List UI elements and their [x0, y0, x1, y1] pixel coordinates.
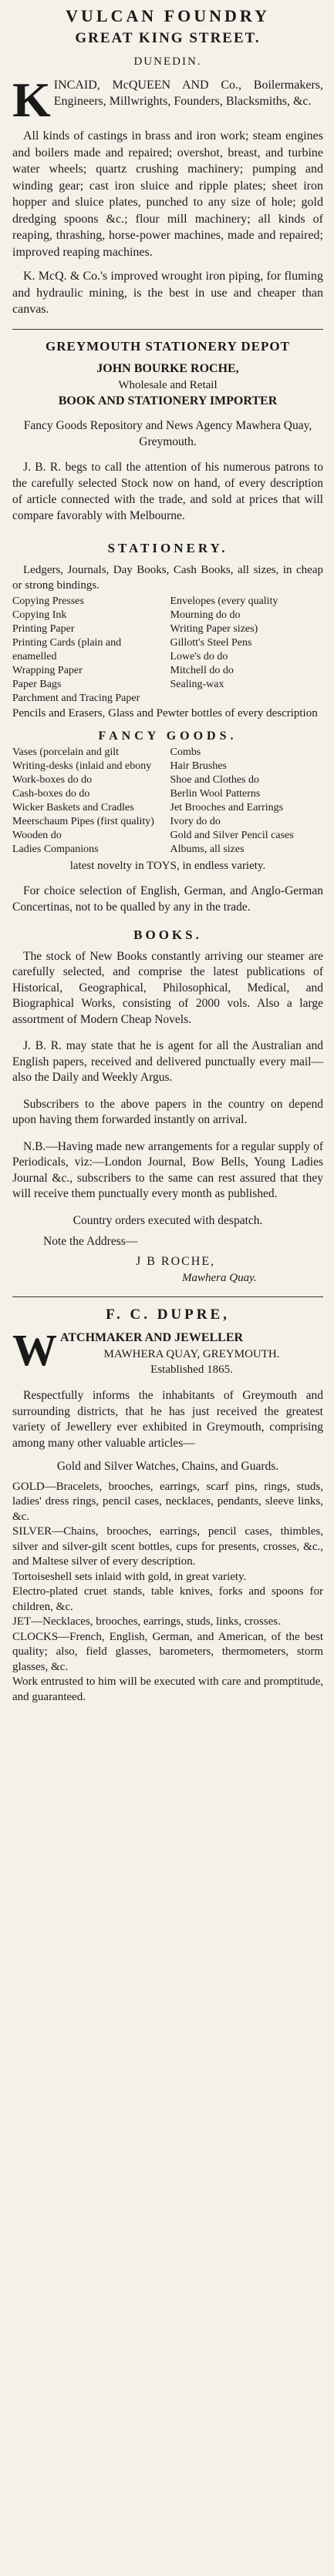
list-item: Copying Ink [12, 609, 67, 621]
list-item: Hair Brushes [170, 760, 227, 772]
signature-place: Mawhera Quay. [182, 1272, 257, 1284]
stationery-heading: STATIONERY. [107, 540, 228, 555]
list-item: Cash-boxes do do [12, 787, 90, 800]
books-nb-paragraph: N.B.—Having made new arrangements for a regular supply of Periodicals, viz:—London Journal, Bow Bells, Young Ladies Journal &c., subscribers to the same can rest assured that they will receive them punctually every month as published. [12, 1139, 323, 1200]
list-item: GOLD—Bracelets, brooches, earrings, scarf pins, rings, studs, ladies' dress rings, pencil cases, necklaces, pendants, sleeve links, &c. [12, 1480, 323, 1523]
concertinas-note: For choice selection of English, German, and Anglo-German Concertinas, not to be qualled by any in the trade. [12, 884, 323, 914]
list-item: SILVER—Chains, brooches, earrings, pencil cases, thimbles, silver and silver-gilt scent bottles, cups for presents, crosses, &c., and Maltese silver of every description. [12, 1525, 323, 1568]
list-item: Copying Presses [12, 595, 84, 607]
dupre-intro-line2: MAWHERA QUAY, GREYMOUTH. [103, 1348, 280, 1360]
list-item: Work entrusted to him will be executed with care and promptitude, and guaranteed. [12, 1675, 323, 1703]
dupre-title: F. C. DUPRE, [106, 1306, 230, 1323]
list-item: Ivory do do [170, 815, 221, 827]
list-item: Ladies Companions [12, 843, 99, 855]
stationery-lead: Ledgers, Journals, Day Books, Cash Books, all sizes, in cheap or strong bindings. [12, 563, 323, 592]
list-item: Parchment and Tracing Paper [12, 692, 140, 704]
list-item: Gold and Silver Pencil cases [170, 829, 294, 841]
depot-agency: Fancy Goods Repository and News Agency Mawhera Quay, Greymouth. [23, 418, 312, 448]
list-item: Paper Bags [12, 678, 62, 690]
list-item: Envelopes (every quality [170, 595, 278, 607]
list-item: Berlin Wool Patterns [170, 787, 261, 800]
stationery-right-col [170, 595, 324, 706]
list-item: Wooden do [12, 829, 62, 841]
dupre-items [12, 1480, 323, 1706]
divider [12, 329, 323, 330]
depot-role: Wholesale and Retail [118, 378, 218, 391]
stationery-depot-ad [12, 337, 323, 1286]
stationery-list [12, 595, 323, 706]
list-item: Mourning do do [170, 609, 241, 621]
divider [12, 1296, 323, 1297]
list-item: Tortoiseshell sets inlaid with gold, in great variety. [12, 1570, 247, 1583]
vulcan-body: All kinds of castings in brass and iron work; steam engines and boilers made and repaired; overshot, breast, and turbine water wheels; quartz crushing machinery; pumping and winding gear; cast iron sluice and ripple plates; sheet iron hopper and sluice plates, punched to any size of hole; gold dredging spoons &c.; flour mill machinery; all kinds of reaping, thrashing, horse-power machines, made and repaired; improved reaping machines. [12, 129, 323, 259]
list-item: CLOCKS—French, English, German, and American, of the best quality; also, field glasses, barometers, thermometers, storm glasses, &c. [12, 1630, 323, 1673]
list-item: Writing Paper sizes) [170, 622, 258, 635]
vulcan-title: VULCAN FOUNDRY [66, 6, 270, 25]
stationery-tail: Pencils and Erasers, Glass and Pewter bottles of every description [12, 706, 318, 719]
dupre-established: Established 1865. [150, 1363, 233, 1376]
list-item: Meerschaum Pipes (first quality) [12, 815, 154, 827]
vulcan-drop-letter: K [12, 72, 51, 127]
depot-title: GREYMOUTH STATIONERY DEPOT [46, 338, 290, 354]
depot-owner: JOHN BOURKE ROCHE, [96, 361, 239, 375]
vulcan-intro: INCAID, McQUEEN AND Co., Boilermakers, Engineers, Millwrights, Founders, Blacksmiths, &c. [53, 79, 323, 108]
list-item: Shoe and Clothes do [170, 773, 259, 786]
dupre-intro-line1: ATCHMAKER AND JEWELLER [60, 1331, 244, 1344]
list-item: Printing Paper [12, 622, 75, 635]
vulcan-city: DUNEDIN. [133, 55, 202, 68]
fancy-goods-list [12, 746, 323, 857]
list-item: Mitchell do do [170, 664, 234, 676]
books-heading: BOOKS. [133, 927, 202, 942]
list-item: Vases (porcelain and gilt [12, 746, 120, 758]
vulcan-subtitle: GREAT KING STREET. [75, 30, 261, 46]
list-item: Gillott's Steel Pens [170, 636, 252, 649]
books-subscribers-paragraph: Subscribers to the above papers in the country on depend upon having them forwarded instantly on arrival. [12, 1097, 323, 1126]
dupre-watches: Gold and Silver Watches, Chains, and Guards. [56, 1460, 279, 1473]
fancy-left-col [12, 746, 166, 857]
dupre-ad [12, 1305, 323, 1705]
stationery-left-col [12, 595, 166, 706]
depot-intro: J. B. R. begs to call the attention of his numerous patrons to the carefully selected Stock now on hand, of every description of article connected with the trade, and sold at prices that will compare favorably with Melbourne. [12, 460, 323, 522]
signature-name: J B ROCHE, [136, 1255, 216, 1268]
address-note: Note the Address— [43, 1235, 138, 1248]
list-item: Combs [170, 746, 201, 758]
list-item: Work-boxes do do [12, 773, 93, 786]
fancy-right-col [170, 746, 324, 857]
books-agency-paragraph: J. B. R. may state that he is agent for all the Australian and English papers, received and delivered punctually every mail—also the Daily and Weekly Argus. [12, 1039, 323, 1084]
list-item: Wicker Baskets and Cradles [12, 801, 134, 813]
list-item: Albums, all sizes [170, 843, 245, 855]
vulcan-note: K. McQ. & Co.'s improved wrought iron piping, for fluming and hydraulic mining, is the best in use and cheaper than canvas. [12, 270, 323, 316]
list-item: Writing-desks (inlaid and ebony [12, 760, 152, 772]
country-orders: Country orders executed with despatch. [73, 1213, 263, 1227]
list-item: Electro-plated cruet stands, table knives, forks and spoons for children, &c. [12, 1585, 323, 1613]
vulcan-foundry-ad [12, 5, 323, 318]
depot-business: BOOK AND STATIONERY IMPORTER [58, 394, 278, 408]
list-item: Jet Brooches and Earrings [170, 801, 284, 813]
fancy-goods-heading: FANCY GOODS. [98, 729, 238, 743]
fancy-goods-tail: latest novelty in TOYS, in endless variety. [69, 859, 266, 872]
list-item: JET—Necklaces, brooches, earrings, studs, links, crosses. [12, 1615, 281, 1628]
list-item: Wrapping Paper [12, 664, 83, 676]
books-paragraph: The stock of New Books constantly arriving our steamer are carefully selected, and comprise the latest publications of Historical, Geographical, Philosophical, Medical, and Biographical Works, consisting of 2000 vols. Also a large assortment of Modern Cheap Novels. [12, 949, 323, 1026]
dupre-drop-letter: W [12, 1325, 57, 1375]
list-item: Printing Cards (plain and enamelled [12, 636, 122, 662]
list-item: Sealing-wax [170, 678, 224, 690]
list-item: Lowe's do do [170, 650, 228, 662]
dupre-intro-paragraph: Respectfully informs the inhabitants of Greymouth and surrounding districts, that he has just received the greatest variety of Jewellery ever exhibited in Greymouth, comprising among many other valuable articles— [12, 1389, 323, 1450]
